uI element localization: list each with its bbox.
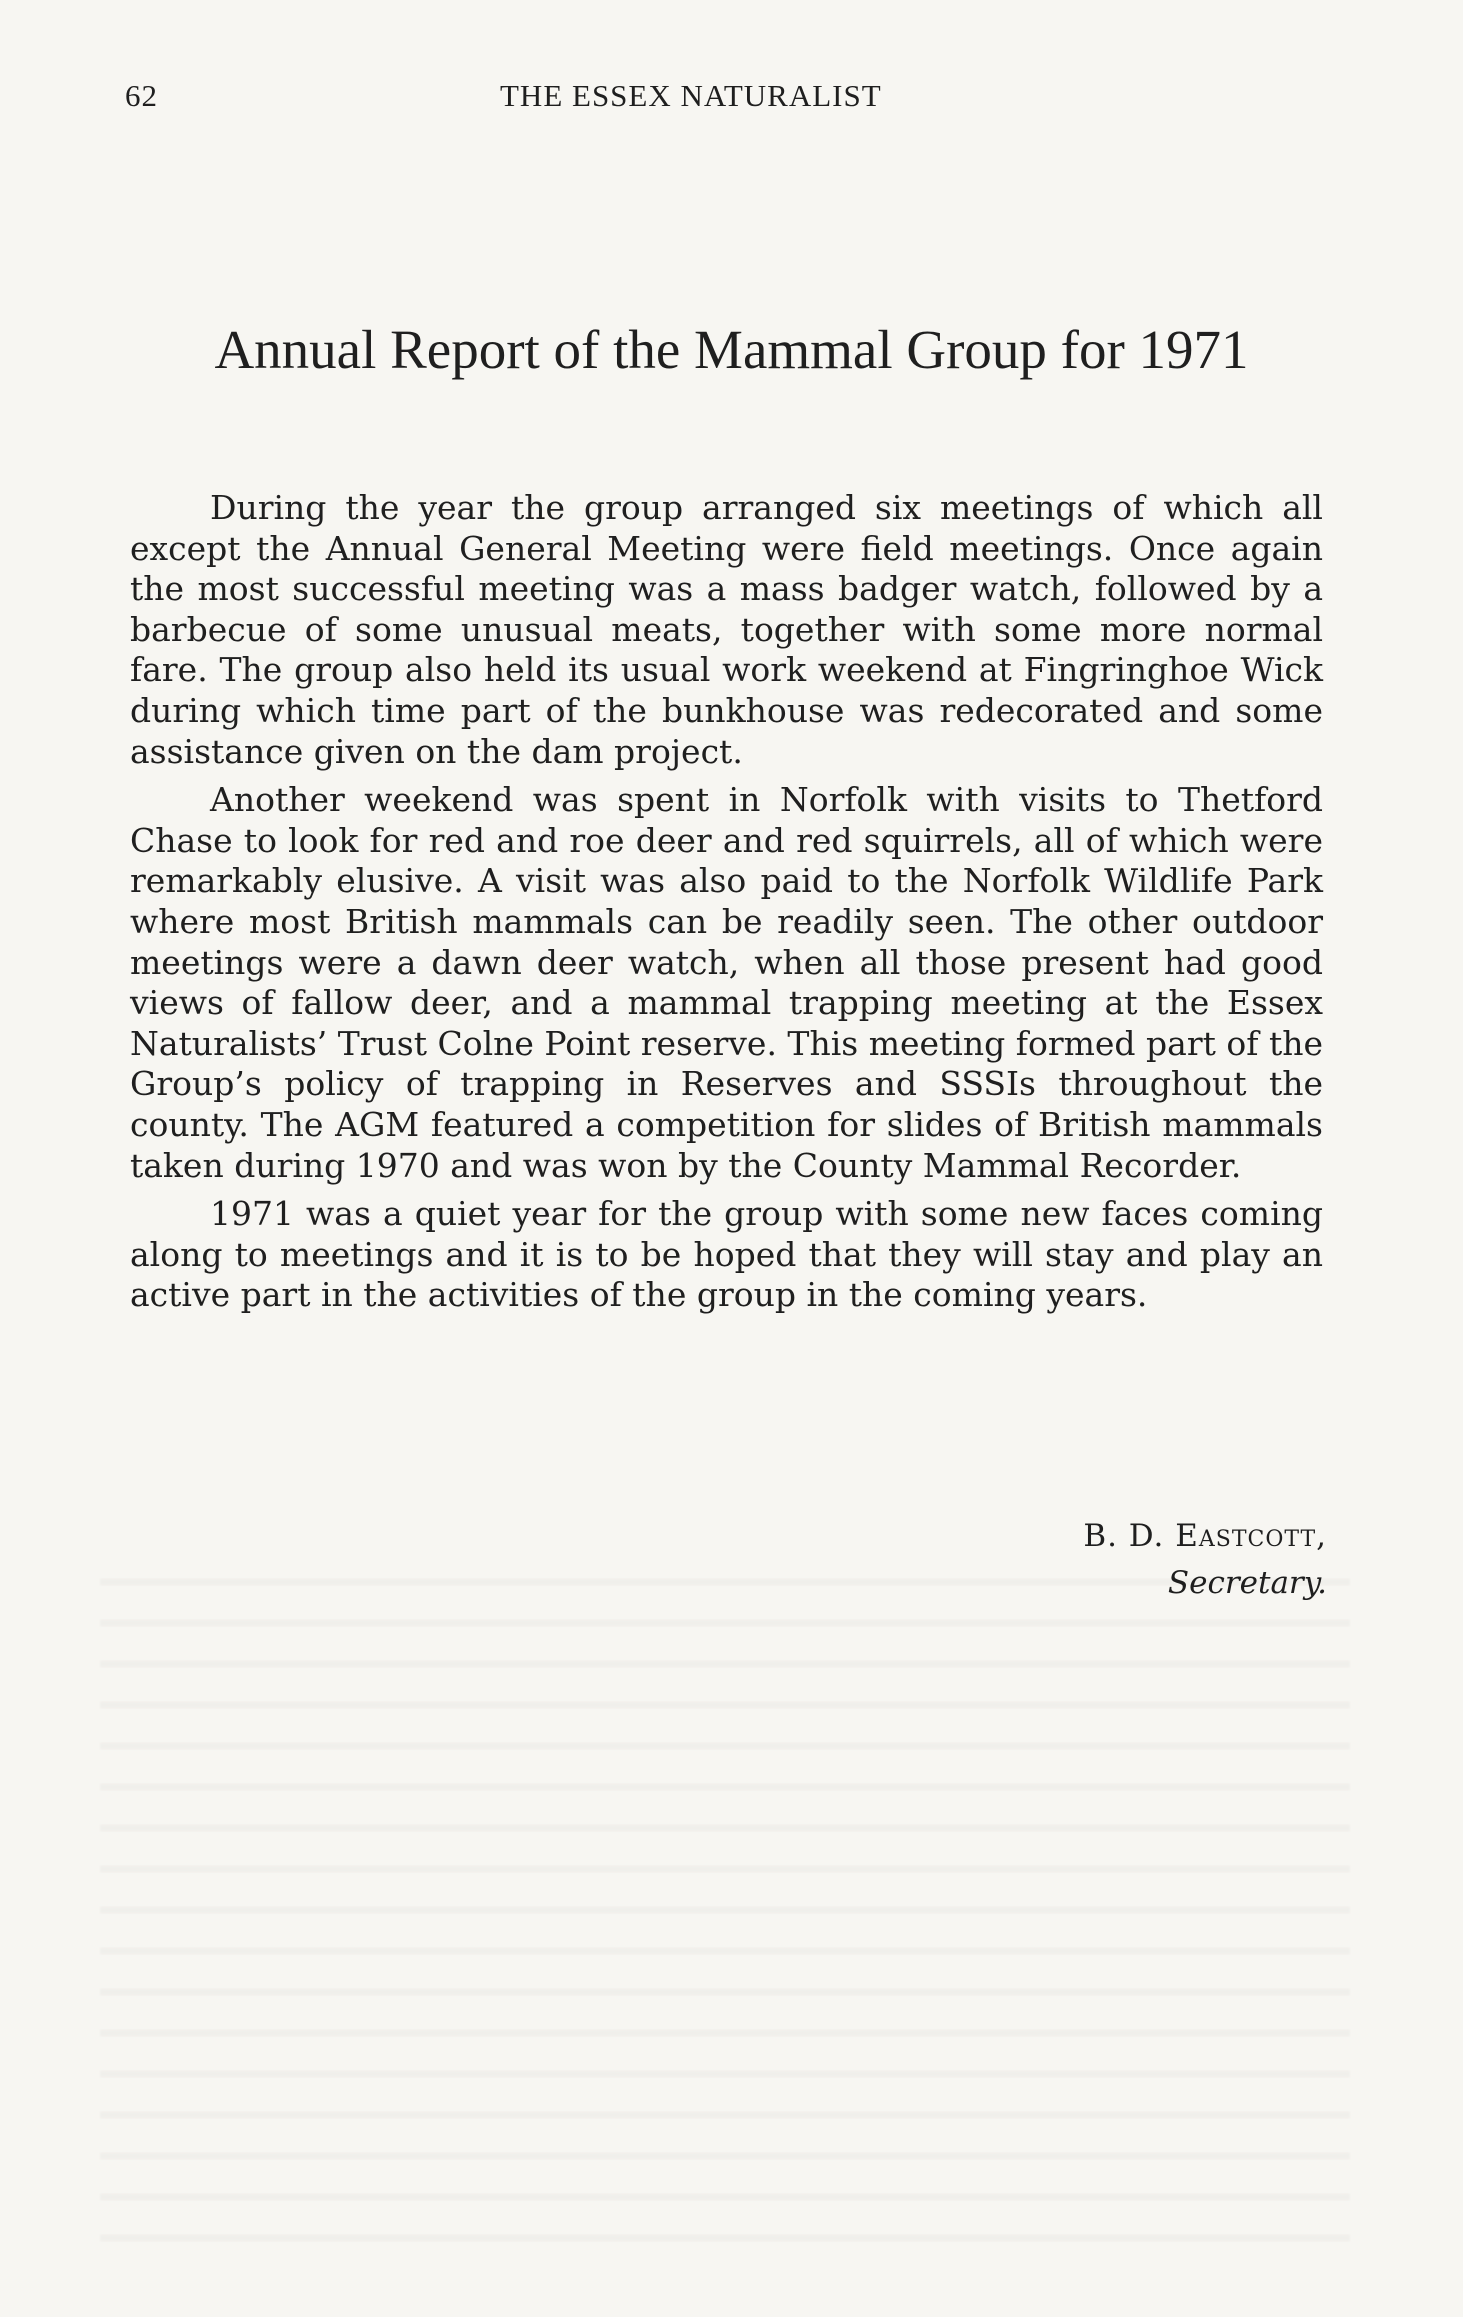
article-title: Annual Report of the Mammal Group for 1971 [214, 319, 1249, 380]
signature-block [727, 1513, 1327, 1607]
journal-title: THE ESSEX NATURALIST [500, 78, 882, 113]
signature-role: Secretary. [1167, 1565, 1327, 1601]
paragraph-3: 1971 was a quiet year for the group with some new faces coming along to meetings and it is to be hoped that they will stay and play an active part in the activities of the group in the coming years. [130, 1194, 1323, 1315]
paper-show-through [100, 1560, 1350, 2260]
signature-name: B. D. Eastcott, [1083, 1518, 1327, 1554]
article-body [130, 488, 1323, 1324]
paragraph-2: Another weekend was spent in Norfolk with visits to Thetford Chase to look for red and roe deer and red squirrels, all of which were remarkably elusive. A visit was also paid to the Norfolk Wildlife Park where most British mammals can be readily seen. The other outdoor meetings were a dawn deer watch, when all those present had good views of fallow deer, and a mammal trapping meeting at the Essex Naturalists’ Trust Colne Point reserve. This meeting formed part of the Group’s policy of trapping in Reserves and SSSIs throughout the county. The AGM featured a competition for slides of British mammals taken during 1970 and was won by the County Mammal Recorder. [130, 780, 1323, 1185]
paragraph-1: During the year the group arranged six meetings of which all except the Annual General Meeting were field meetings. Once again the most successful meeting was a mass badger watch, followed by a barbecue of some unusual meats, together with some more normal fare. The group also held its usual work weekend at Fingringhoe Wick during which time part of the bunkhouse was redecorated and some assistance given on the dam project. [130, 488, 1323, 771]
page-number: 62 [125, 78, 158, 113]
running-head [125, 78, 1335, 118]
